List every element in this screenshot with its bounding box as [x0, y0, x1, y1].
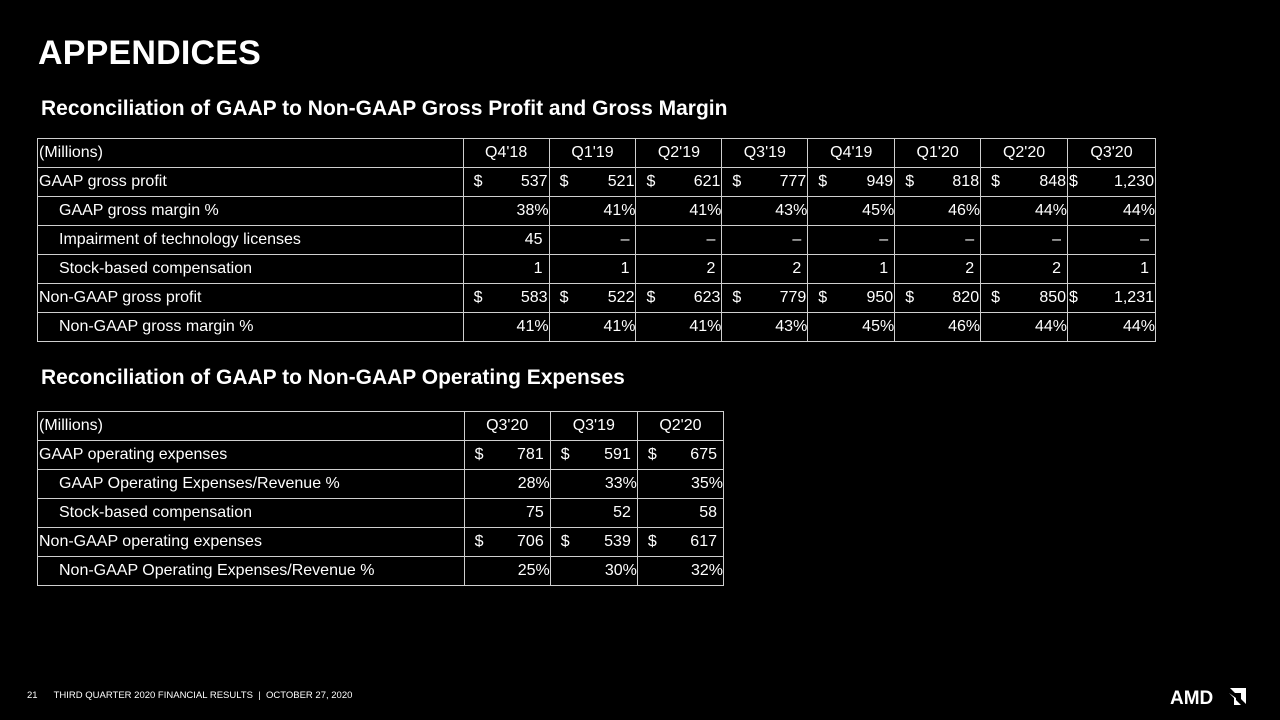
value-cell: 35% [637, 470, 723, 499]
header-cell: Q3'20 [464, 412, 550, 441]
currency-symbol: $ [991, 289, 1001, 306]
currency-symbol: $ [647, 533, 657, 550]
currency-symbol: $ [905, 173, 915, 190]
value-cell: 38% [463, 197, 549, 226]
gross-profit-section-title: Reconciliation of GAAP to Non-GAAP Gross Profit and Gross Margin [41, 97, 728, 120]
currency-symbol: $ [560, 533, 570, 550]
value-cell: $ 781 [464, 441, 550, 470]
value-cell: 43% [722, 197, 808, 226]
value-cell: 46% [895, 197, 981, 226]
header-cell: Q2'19 [636, 139, 722, 168]
header-cell: Q1'20 [895, 139, 981, 168]
value-cell: $ 1,231 [1068, 284, 1156, 313]
value-cell: $ 522 [549, 284, 636, 313]
value-cell: 45% [808, 197, 895, 226]
value-cell: 2 [636, 255, 722, 284]
value-cell: 1 [549, 255, 636, 284]
currency-symbol: $ [818, 289, 828, 306]
value-cell: $ 623 [636, 284, 722, 313]
currency-symbol: $ [559, 173, 569, 190]
currency-symbol: $ [560, 446, 570, 463]
amd-logo [1170, 686, 1248, 708]
row-label: Stock-based compensation [38, 255, 464, 284]
value-cell: – [549, 226, 636, 255]
value-cell: $ 617 [637, 528, 723, 557]
header-cell: Q1'19 [549, 139, 636, 168]
value-cell: $ 1,230 [1068, 168, 1156, 197]
value-cell: 41% [549, 313, 636, 342]
value-cell: 45% [808, 313, 895, 342]
currency-symbol: $ [732, 173, 742, 190]
row-label: Non-GAAP gross profit [38, 284, 464, 313]
header-cell: Q3'20 [1068, 139, 1156, 168]
table-row [38, 470, 724, 499]
footer-text: THIRD QUARTER 2020 FINANCIAL RESULTS | OCTOBER 27, 2020 [53, 690, 353, 701]
value-cell: $ 818 [895, 168, 981, 197]
row-label: GAAP gross profit [38, 168, 464, 197]
value-cell: $ 949 [808, 168, 895, 197]
row-label: Stock-based compensation [38, 499, 465, 528]
value-cell: $ 820 [895, 284, 981, 313]
table-row [38, 499, 724, 528]
value-cell: 32% [637, 557, 723, 586]
value-cell: $ 621 [636, 168, 722, 197]
table-row [38, 226, 1156, 255]
table-row [38, 528, 724, 557]
value-cell: $ 848 [981, 168, 1068, 197]
header-cell: Q2'20 [981, 139, 1068, 168]
row-label: Non-GAAP operating expenses [38, 528, 465, 557]
table-row [38, 255, 1156, 284]
value-cell: 1 [463, 255, 549, 284]
currency-symbol: $ [991, 173, 1001, 190]
value-cell: – [722, 226, 808, 255]
currency-symbol: $ [474, 533, 484, 550]
row-label: GAAP Operating Expenses/Revenue % [38, 470, 465, 499]
table-row [38, 197, 1156, 226]
footer [27, 690, 352, 701]
value-cell: 41% [463, 313, 549, 342]
header-cell: (Millions) [38, 139, 464, 168]
currency-symbol: $ [473, 289, 483, 306]
header-cell: Q3'19 [550, 412, 637, 441]
page-number: 21 [27, 690, 38, 701]
value-cell: 1 [808, 255, 895, 284]
value-cell: 44% [981, 197, 1068, 226]
value-cell: – [1068, 226, 1156, 255]
value-cell: $ 675 [637, 441, 723, 470]
value-cell: 41% [549, 197, 636, 226]
operating-expenses-section-title: Reconciliation of GAAP to Non-GAAP Operating Expenses [41, 366, 625, 389]
table-row [38, 557, 724, 586]
value-cell: 2 [722, 255, 808, 284]
currency-symbol: $ [1069, 173, 1078, 190]
header-cell: Q3'19 [722, 139, 808, 168]
header-cell: (Millions) [38, 412, 465, 441]
value-cell: 33% [550, 470, 637, 499]
amd-logo-text: AMD [1170, 688, 1214, 708]
amd-arrow-icon [1229, 688, 1246, 705]
value-cell: $ 779 [722, 284, 808, 313]
value-cell: 41% [636, 197, 722, 226]
gross-profit-table [37, 138, 1156, 342]
value-cell: – [895, 226, 981, 255]
currency-symbol: $ [473, 173, 483, 190]
currency-symbol: $ [646, 289, 656, 306]
value-cell: $ 583 [463, 284, 549, 313]
currency-symbol: $ [474, 446, 484, 463]
value-cell: 45 [463, 226, 549, 255]
value-cell: $ 537 [463, 168, 549, 197]
table-row [38, 168, 1156, 197]
value-cell: $ 706 [464, 528, 550, 557]
value-cell: 25% [464, 557, 550, 586]
value-cell: 28% [464, 470, 550, 499]
value-cell: 43% [722, 313, 808, 342]
value-cell: $ 521 [549, 168, 636, 197]
header-cell: Q4'19 [808, 139, 895, 168]
value-cell: 44% [981, 313, 1068, 342]
currency-symbol: $ [1069, 289, 1078, 306]
value-cell: – [636, 226, 722, 255]
value-cell: $ 950 [808, 284, 895, 313]
table-header-row [38, 412, 724, 441]
row-label: Non-GAAP gross margin % [38, 313, 464, 342]
currency-symbol: $ [818, 173, 828, 190]
value-cell: 44% [1068, 197, 1156, 226]
value-cell: $ 777 [722, 168, 808, 197]
currency-symbol: $ [905, 289, 915, 306]
table-row [38, 313, 1156, 342]
header-cell: Q2'20 [637, 412, 723, 441]
currency-symbol: $ [646, 173, 656, 190]
value-cell: 1 [1068, 255, 1156, 284]
value-cell: 52 [550, 499, 637, 528]
value-cell: 46% [895, 313, 981, 342]
currency-symbol: $ [559, 289, 569, 306]
value-cell: 75 [464, 499, 550, 528]
value-cell: 44% [1068, 313, 1156, 342]
header-cell: Q4'18 [463, 139, 549, 168]
operating-expenses-table [37, 411, 724, 586]
table-row [38, 441, 724, 470]
page-title: APPENDICES [38, 34, 262, 72]
value-cell: $ 850 [981, 284, 1068, 313]
value-cell: 30% [550, 557, 637, 586]
row-label: Impairment of technology licenses [38, 226, 464, 255]
currency-symbol: $ [647, 446, 657, 463]
table-header-row [38, 139, 1156, 168]
currency-symbol: $ [732, 289, 742, 306]
value-cell: 41% [636, 313, 722, 342]
value-cell: – [808, 226, 895, 255]
value-cell: 58 [637, 499, 723, 528]
value-cell: 2 [981, 255, 1068, 284]
row-label: GAAP operating expenses [38, 441, 465, 470]
value-cell: 2 [895, 255, 981, 284]
value-cell: $ 591 [550, 441, 637, 470]
row-label: Non-GAAP Operating Expenses/Revenue % [38, 557, 465, 586]
row-label: GAAP gross margin % [38, 197, 464, 226]
table-row [38, 284, 1156, 313]
value-cell: – [981, 226, 1068, 255]
value-cell: $ 539 [550, 528, 637, 557]
